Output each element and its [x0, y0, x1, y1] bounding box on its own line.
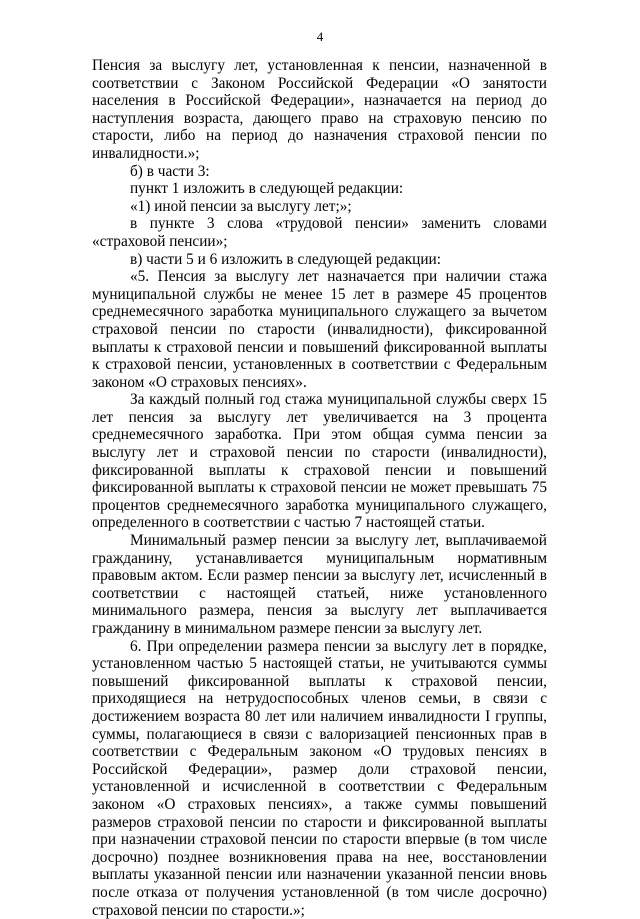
document-body: [92, 57, 547, 919]
paragraph: Минимальный размер пенсии за выслугу лет, выплачиваемой гражданину, устанавливается муниципальным нормативным правовым актом. Если размер пенсии за выслугу лет, исчисленный в соответствии с настоящей статьей, ниже установленного минимального размера, пенсия за выслугу лет выплачивается гражданину в минимальном размере пенсии за выслугу лет.: [92, 532, 547, 637]
paragraph: Пенсия за выслугу лет, установленная к пенсии, назначенной в соответствии с Законом Российской Федерации «О занятости населения в Российской Федерации», назначается на период до наступления возраста, дающего право на страховую пенсию по старости, либо на период до назначения страховой пенсии по инвалидности.»;: [92, 57, 547, 162]
paragraph: пункт 1 изложить в следующей редакции:: [130, 180, 404, 198]
paragraph: За каждый полный год стажа муниципальной службы сверх 15 лет пенсия за выслугу лет увеличивается на 3 процента среднемесячного заработка. При этом общая сумма пенсии за выслугу лет и страховой пенсии по старости (инвалидности), фиксированной выплаты к страховой пенсии и повышений фиксированной выплаты к страховой пенсии не может превышать 75 процентов среднемесячного заработка муниципального служащего, определенного в соответствии с частью 7 настоящей статьи.: [92, 391, 547, 532]
paragraph: в) части 5 и 6 изложить в следующей редакции:: [130, 250, 441, 268]
paragraph: «1) иной пенсии за выслугу лет;»;: [130, 197, 352, 215]
page-number: 4: [316, 29, 324, 44]
paragraph: 6. При определении размера пенсии за выслугу лет в порядке, установленном частью 5 настоящей статьи, не учитываются суммы повышений фиксированной выплаты к страховой пенсии, приходящиеся на нетрудоспособных членов семьи, в связи с достижением возраста 80 лет или наличием инвалидности I группы, суммы, полагающиеся в связи с валоризацией пенсионных прав в соответствии с Федеральным законом «О трудовых пенсиях в Российской Федерации», размер доли страховой пенсии, установленной и исчисленной в соответствии с Федеральным законом «О страховых пенсиях», а также суммы повышений размеров страховой пенсии по старости и фиксированной выплаты при назначении страховой пенсии по старости впервые (в том числе досрочно) позднее возникновения права на нее, восстановлении выплаты указанной пенсии или назначении указанной пенсии вновь после отказа от получения установленной (в том числе досрочно) страховой пенсии по старости.»;: [92, 637, 547, 919]
paragraph: в пункте 3 слова «трудовой пенсии» заменить словами «страховой пенсии»;: [92, 215, 547, 250]
paragraph: «5. Пенсия за выслугу лет назначается при наличии стажа муниципальной службы не менее 15 лет в размере 45 процентов среднемесячного заработка муниципального служащего за вычетом страховой пенсии по старости (инвалидности), фиксированной выплаты к страховой пенсии и повышений фиксированной выплаты к страховой пенсии, установленных в соответствии с Федеральным законом «О страховых пенсиях».: [92, 268, 547, 391]
paragraph: б) в части 3:: [130, 162, 210, 180]
